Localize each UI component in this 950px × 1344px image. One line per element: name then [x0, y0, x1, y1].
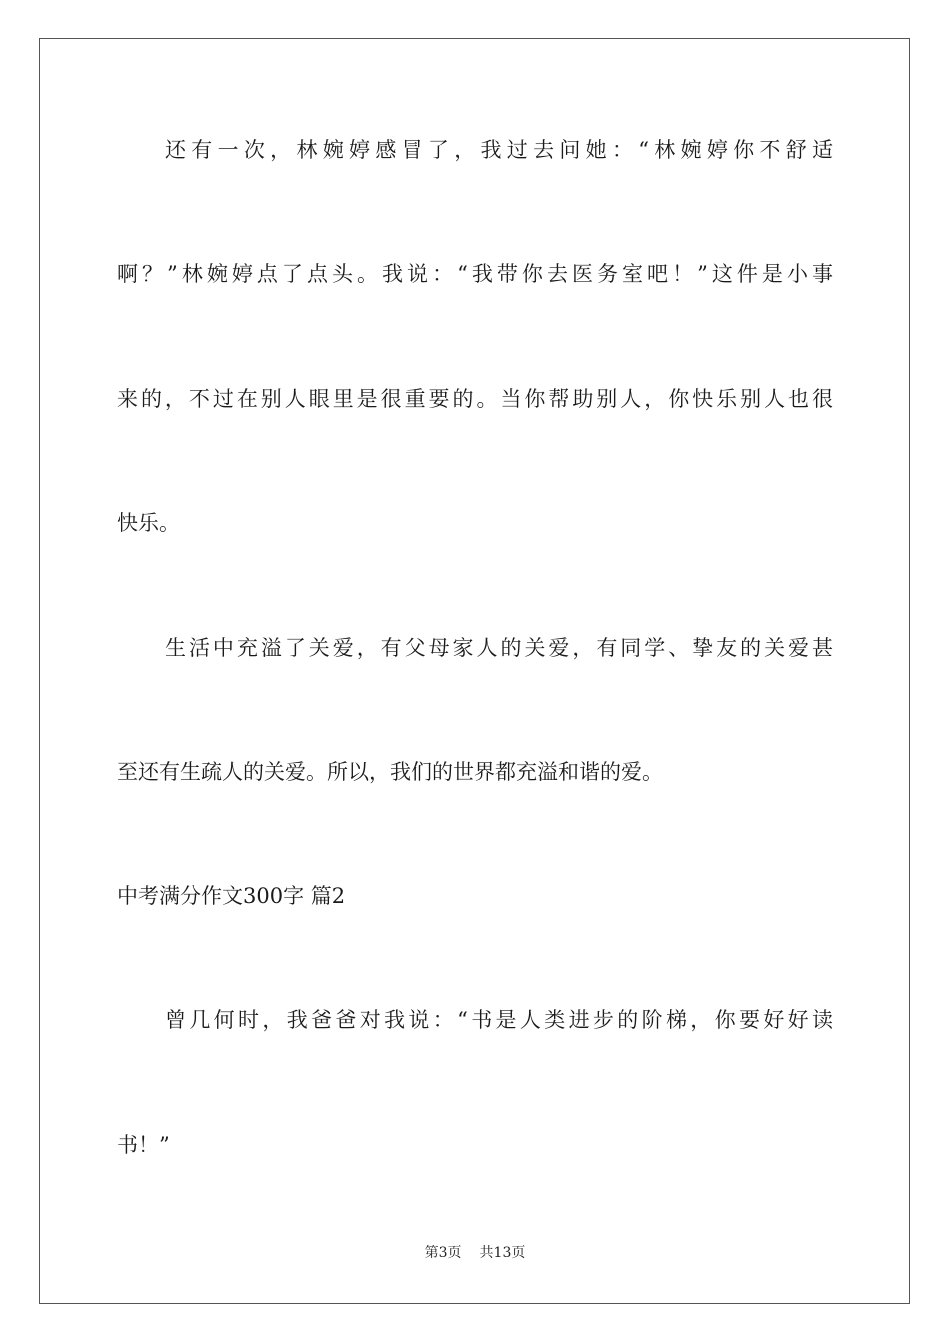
- page-footer: [0, 1244, 950, 1262]
- paragraph-1-line-1: 还有一次，林婉婷感冒了，我过去问她：“林婉婷你不舒适: [165, 138, 833, 162]
- page-total: 共13页: [479, 1245, 526, 1261]
- paragraph-1-line-4: 快乐。: [117, 511, 180, 535]
- page-number: 第3页: [424, 1245, 462, 1261]
- page-border: [39, 38, 910, 1304]
- paragraph-1-line-3: 来的，不过在别人眼里是很重要的。当你帮助别人，你快乐别人也很: [117, 387, 833, 411]
- paragraph-2-line-1: 生活中充溢了关爱，有父母家人的关爱，有同学、挚友的关爱甚: [165, 636, 833, 660]
- paragraph-1-line-2: 啊？”林婉婷点了点头。我说：“我带你去医务室吧！”这件是小事: [117, 262, 833, 286]
- paragraph-3-line-2: 书！”: [117, 1133, 170, 1157]
- section-heading: 中考满分作文300字 篇2: [117, 884, 346, 908]
- paragraph-3-line-1: 曾几何时，我爸爸对我说：“书是人类进步的阶梯，你要好好读: [165, 1008, 833, 1032]
- paragraph-2-line-2: 至还有生疏人的关爱。所以，我们的世界都充溢和谐的爱。: [117, 760, 663, 784]
